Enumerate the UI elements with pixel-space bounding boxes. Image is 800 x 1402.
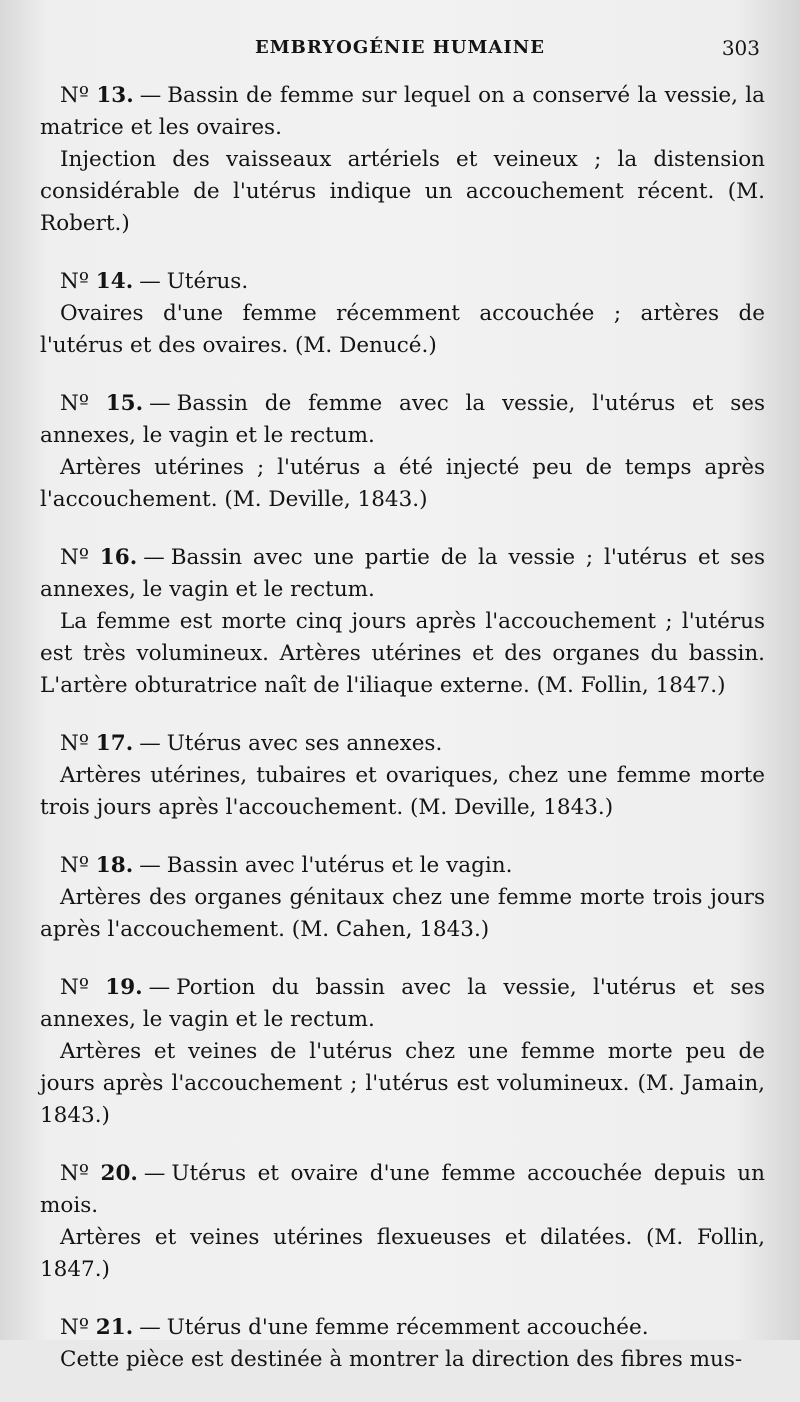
entry-title: Bassin avec une partie de la vessie ; l'utérus et ses annexes, le vagin et le rectum.: [40, 545, 765, 602]
entry-number: 19.: [105, 975, 143, 1000]
entry-number: 17.: [95, 731, 134, 756]
entry-description: Artères des organes génitaux chez une femme morte trois jours après l'accouchement. (M. Cahen, 1843.): [40, 885, 765, 942]
entry-title: Bassin avec l'utérus et le vagin.: [166, 853, 513, 878]
entry-description: Artères utérines ; l'utérus a été injecté peu de temps après l'accouchement. (M. Deville, 1843.): [40, 455, 765, 512]
catalog-entry-14: Nº 14. — Utérus. Ovaires d'une femme récemment accouchée ; artères de l'utérus et des ovaires. (M. Denucé.): [40, 266, 765, 362]
catalog-entry-16: Nº 16. — Bassin avec une partie de la vessie ; l'utérus et ses annexes, le vagin et le rectum. La femme est morte cinq jours après l'accouchement ; l'utérus est très volumineux. Artères utérines et des organes du bassin. L'artère obturatrice naît de l'iliaque externe. (M. Follin, 1847.): [40, 542, 765, 702]
entry-title: Utérus avec ses annexes.: [166, 731, 443, 756]
entry-number: 14.: [95, 269, 134, 294]
entry-title: Utérus d'une femme récemment accouchée.: [166, 1315, 649, 1340]
entry-title: Portion du bassin avec la vessie, l'utérus et ses annexes, le vagin et le rectum.: [40, 975, 765, 1032]
catalog-entry-20: Nº 20. — Utérus et ovaire d'une femme accouchée depuis un mois. Artères et veines utérines flexueuses et dilatées. (M. Follin, 1847.): [40, 1158, 765, 1286]
entry-prefix: Nº: [60, 975, 89, 1000]
page-body: [40, 80, 765, 1402]
catalog-entry-13: Nº 13. — Bassin de femme sur lequel on a conservé la vessie, la matrice et les ovaires. Injection des vaisseaux artériels et veineux ; la distension considérable de l'utérus indique un accouchement récent. (M. Robert.): [40, 80, 765, 240]
entry-description: Injection des vaisseaux artériels et veineux ; la distension considérable de l'utérus indique un accouchement récent. (M. Robert.): [40, 147, 765, 236]
entry-title: Utérus et ovaire d'une femme accouchée depuis un mois.: [40, 1161, 765, 1218]
entry-prefix: Nº: [60, 731, 89, 756]
page-number: 303: [721, 36, 760, 60]
entry-number: 21.: [95, 1315, 134, 1340]
entry-prefix: Nº: [60, 853, 89, 878]
entry-prefix: Nº: [60, 1161, 89, 1186]
running-title: EMBRYOGÉNIE HUMAINE: [255, 37, 545, 58]
catalog-entry-19: Nº 19. — Portion du bassin avec la vessie, l'utérus et ses annexes, le vagin et le rectum. Artères et veines de l'utérus chez une femme morte peu de jours après l'accouchement ; l'utérus est volumineux. (M. Jamain, 1843.): [40, 972, 765, 1132]
entry-number: 15.: [105, 391, 144, 416]
entry-prefix: Nº: [60, 1315, 89, 1340]
entry-description: La femme est morte cinq jours après l'accouchement ; l'utérus est très volumineux. Artères utérines et des organes du bassin. L'artère obturatrice naît de l'iliaque externe. (M. Follin, 1847.): [40, 609, 765, 698]
catalog-entry-18: Nº 18. — Bassin avec l'utérus et le vagin. Artères des organes génitaux chez une femme morte trois jours après l'accouchement. (M. Cahen, 1843.): [40, 850, 765, 946]
entry-prefix: Nº: [60, 545, 89, 570]
entry-number: 20.: [100, 1161, 138, 1186]
entry-number: 16.: [99, 545, 138, 570]
catalog-entry-21: Nº 21. — Utérus d'une femme récemment accouchée. Cette pièce est destinée à montrer la direction des fibres mus-: [40, 1312, 765, 1376]
page-header: [40, 34, 760, 64]
catalog-entry-17: Nº 17. — Utérus avec ses annexes. Artères utérines, tubaires et ovariques, chez une femme morte trois jours après l'accouchement. (M. Deville, 1843.): [40, 728, 765, 824]
entry-prefix: Nº: [60, 269, 89, 294]
entry-title: Bassin de femme avec la vessie, l'utérus et ses annexes, le vagin et le rectum.: [40, 391, 765, 448]
entry-prefix: Nº: [60, 391, 89, 416]
entry-description: Artères et veines de l'utérus chez une femme morte peu de jours après l'accouchement ; l'utérus est volumineux. (M. Jamain, 1843.): [40, 1039, 765, 1128]
catalog-entry-15: Nº 15. — Bassin de femme avec la vessie, l'utérus et ses annexes, le vagin et le rectum. Artères utérines ; l'utérus a été injecté peu de temps après l'accouchement. (M. Deville, 1843.): [40, 388, 765, 516]
entry-description: Cette pièce est destinée à montrer la direction des fibres mus-: [60, 1347, 743, 1372]
entry-description: Artères utérines, tubaires et ovariques, chez une femme morte trois jours après l'accouchement. (M. Deville, 1843.): [40, 763, 765, 820]
entry-prefix: Nº: [60, 83, 89, 108]
entry-title: Utérus.: [166, 269, 249, 294]
entry-number: 18.: [95, 853, 134, 878]
entry-title: Bassin de femme sur lequel on a conservé la vessie, la matrice et les ovaires.: [40, 83, 765, 140]
entry-description: Artères et veines utérines flexueuses et dilatées. (M. Follin, 1847.): [40, 1225, 765, 1282]
entry-description: Ovaires d'une femme récemment accouchée ; artères de l'utérus et des ovaires. (M. Denucé.): [40, 301, 765, 358]
entry-number: 13.: [96, 83, 134, 108]
